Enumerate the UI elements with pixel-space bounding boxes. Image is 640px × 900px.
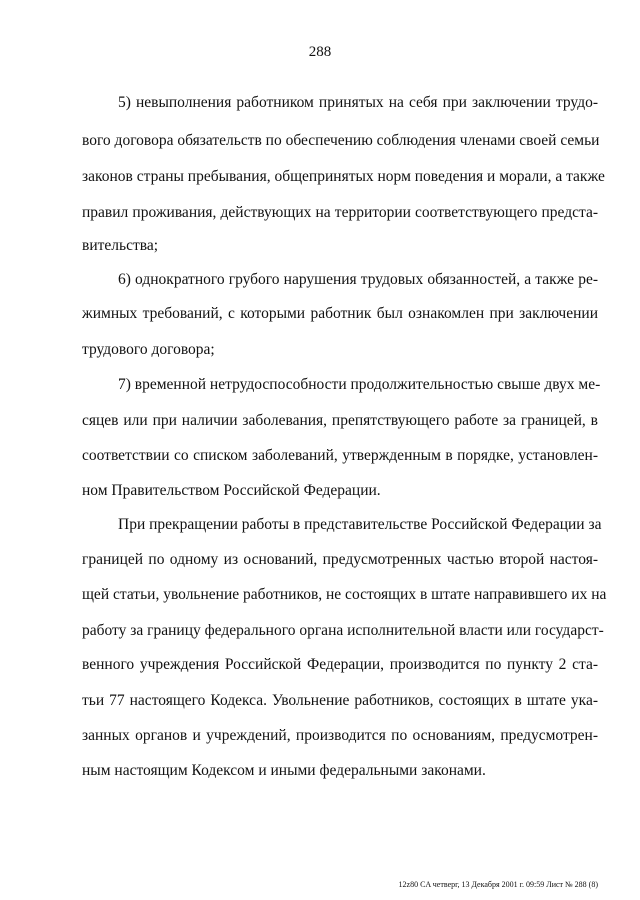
paragraph-2-line-2: жимных требований, с которыми работник был ознакомлен при заключении: [82, 305, 598, 322]
paragraph-1-line-2: вого договора обязательств по обеспечению соблюдения членами своей семьи: [82, 132, 600, 149]
paragraph-4-line-8: ным настоящим Кодексом и иными федеральными законами.: [82, 762, 486, 779]
paragraph-2-line-3: трудового договора;: [82, 341, 215, 358]
paragraph-3-line-1: 7) временной нетрудоспособности продолжительностью свыше двух ме-: [118, 376, 601, 393]
page-number: 288: [308, 44, 332, 60]
paragraph-4-line-1: При прекращении работы в представительстве Российской Федерации за: [118, 516, 602, 533]
paragraph-4-line-7: занных органов и учреждений, производится по основаниям, предусмотрен-: [82, 727, 598, 744]
paragraph-1-line-3: законов страны пребывания, общепринятых норм поведения и морали, а также: [82, 168, 605, 185]
paragraph-4-line-4: работу за границу федерального органа исполнительной власти или государст-: [82, 622, 604, 639]
paragraph-4-line-6: тьи 77 настоящего Кодекса. Увольнение работников, состоящих в штате ука-: [82, 692, 598, 709]
paragraph-4-line-5: венного учреждения Российской Федерации, производится по пункту 2 ста-: [82, 656, 598, 673]
paragraph-3-line-4: ном Правительством Российской Федерации.: [82, 482, 381, 499]
paragraph-2-line-1: 6) однократного грубого нарушения трудовых обязанностей, а также ре-: [118, 271, 598, 288]
paragraph-4-line-2: границей по одному из оснований, предусмотренных частью второй настоя-: [82, 551, 598, 568]
paragraph-4-line-3: щей статьи, увольнение работников, не состоящих в штате направившего их на: [82, 586, 607, 603]
paragraph-1-line-4: правил проживания, действующих на территории соответствующего предста-: [82, 204, 598, 221]
print-footer: 12z80 CA четверг, 13 Декабря 2001 г. 09:59 Лист № 288 (8): [398, 880, 598, 889]
paragraph-1-line-5: вительства;: [82, 237, 159, 254]
paragraph-3-line-2: сяцев или при наличии заболевания, препятствующего работе за границей, в: [82, 412, 598, 429]
paragraph-1-line-1: 5) невыполнения работником принятых на себя при заключении трудо-: [118, 94, 598, 111]
paragraph-3-line-3: соответствии со списком заболеваний, утвержденным в порядке, установлен-: [82, 447, 598, 464]
